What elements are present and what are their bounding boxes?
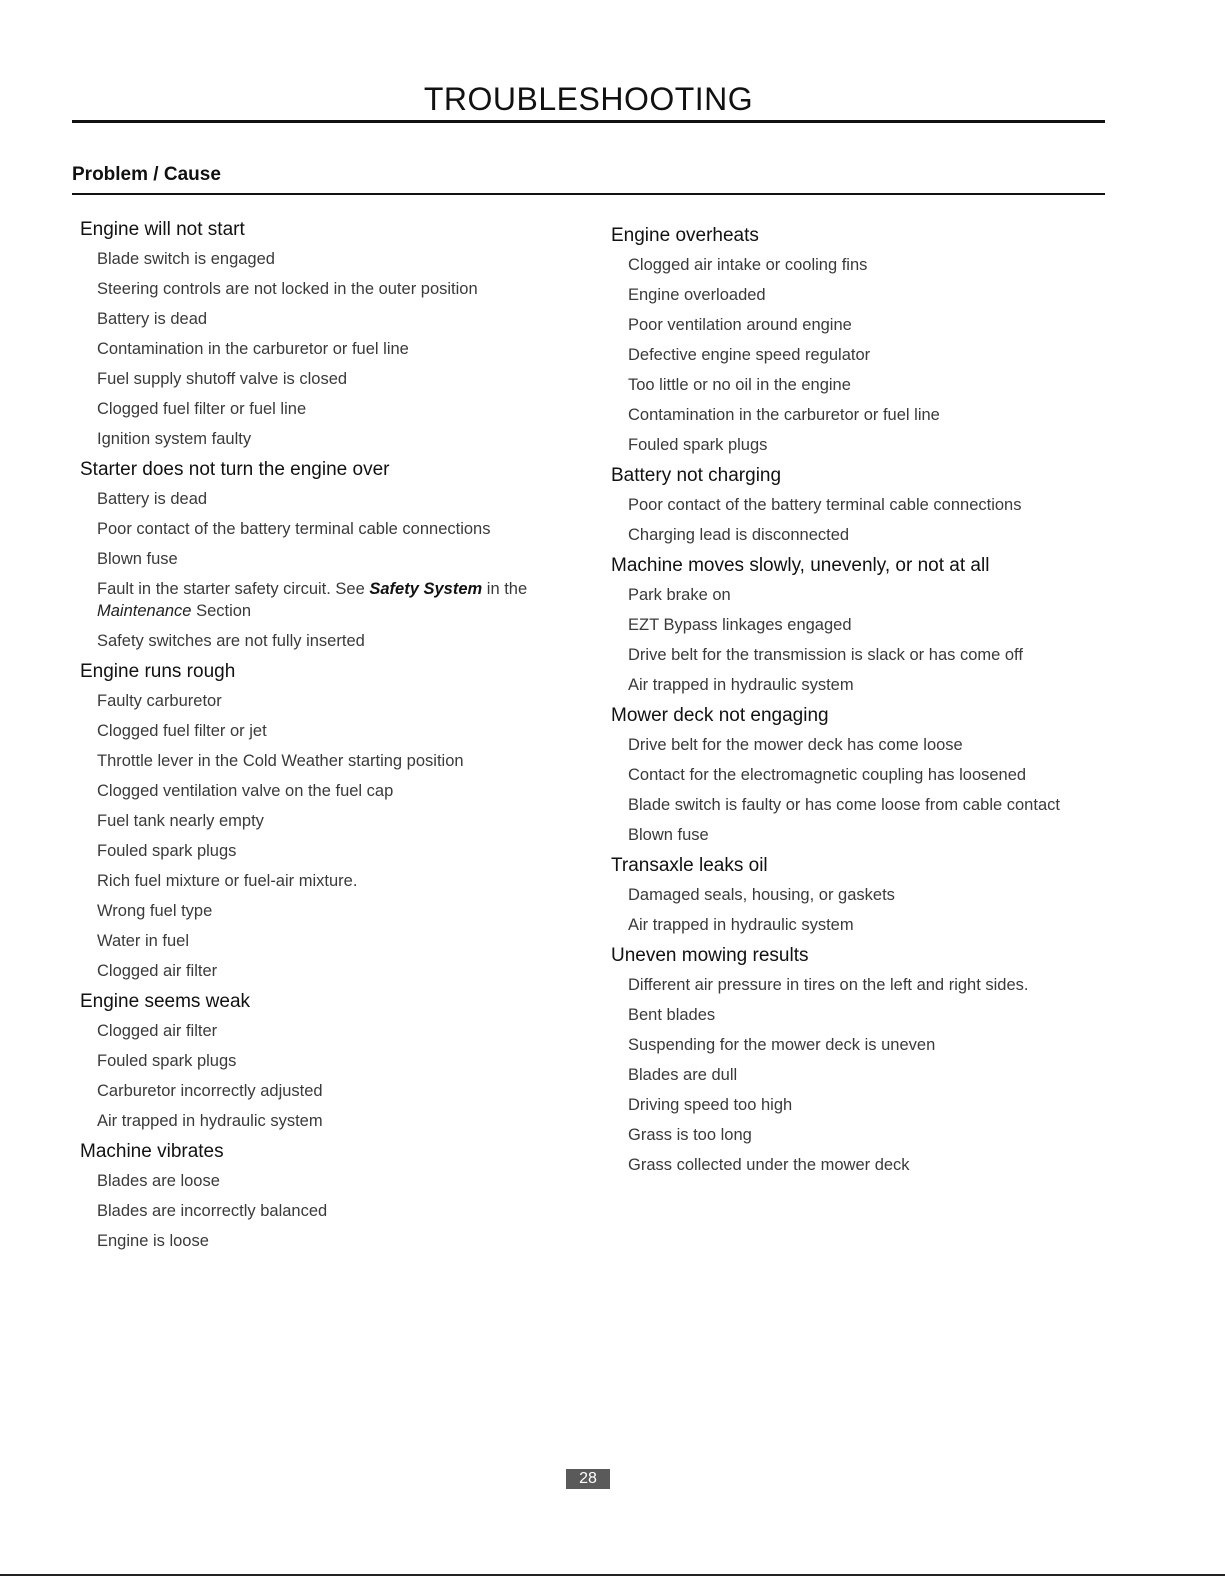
problem-group <box>80 660 580 982</box>
cause-item: Too little or no oil in the engine <box>628 376 851 394</box>
cause-item: Engine is loose <box>97 1232 209 1250</box>
problem-group <box>611 944 1091 1176</box>
cause-item: Air trapped in hydraulic system <box>628 916 854 934</box>
page-number: 28 <box>566 1469 610 1489</box>
cause-item: Fouled spark plugs <box>97 842 237 860</box>
problem-heading: Engine runs rough <box>80 661 236 682</box>
cause-item: Fouled spark plugs <box>628 436 768 454</box>
problem-group <box>80 1140 580 1252</box>
cause-item: Damaged seals, housing, or gaskets <box>628 886 895 904</box>
problem-group <box>80 218 580 450</box>
problem-group <box>80 990 580 1132</box>
cause-item: Clogged ventilation valve on the fuel cap <box>97 782 394 800</box>
cause-item: Bent blades <box>628 1006 716 1024</box>
cause-item: Contamination in the carburetor or fuel line <box>97 340 409 358</box>
page-title: TROUBLESHOOTING <box>423 81 754 117</box>
cause-item: Ignition system faulty <box>97 430 252 448</box>
problem-heading: Battery not charging <box>611 465 782 486</box>
problem-group <box>611 554 1091 696</box>
cause-item: Fuel supply shutoff valve is closed <box>97 370 348 388</box>
cause-item: Carburetor incorrectly adjusted <box>97 1082 323 1100</box>
cause-item: Engine overloaded <box>628 286 766 304</box>
cause-item: Faulty carburetor <box>97 692 222 710</box>
problem-heading: Uneven mowing results <box>611 945 809 966</box>
cause-item: Contamination in the carburetor or fuel line <box>628 406 940 424</box>
cause-item: Blades are dull <box>628 1066 738 1084</box>
problem-group <box>611 704 1091 846</box>
cause-item: Drive belt for the mower deck has come loose <box>628 736 963 754</box>
right-column <box>611 224 1091 1184</box>
title-divider <box>72 120 1105 123</box>
problem-heading: Transaxle leaks oil <box>611 855 768 876</box>
cause-item: Clogged air filter <box>97 962 218 980</box>
bottom-divider <box>0 1574 1225 1576</box>
cause-item: Drive belt for the transmission is slack or has come off <box>628 646 1023 664</box>
cause-item <box>80 578 580 622</box>
cause-item: Wrong fuel type <box>97 902 213 920</box>
cause-item: Different air pressure in tires on the left and right sides. <box>628 976 1029 994</box>
cause-item: Blade switch is engaged <box>97 250 275 268</box>
cause-item: Clogged fuel filter or jet <box>97 722 267 740</box>
cause-item: Air trapped in hydraulic system <box>97 1112 323 1130</box>
cause-item: Battery is dead <box>97 490 208 508</box>
cause-item: Poor ventilation around engine <box>628 316 852 334</box>
cause-item: Clogged fuel filter or fuel line <box>97 400 307 418</box>
cause-item: Clogged air intake or cooling fins <box>628 256 868 274</box>
cause-italic: Maintenance <box>97 602 192 620</box>
problem-heading: Starter does not turn the engine over <box>80 459 390 480</box>
cause-item: Fouled spark plugs <box>97 1052 237 1070</box>
cause-item: Contact for the electromagnetic coupling has loosened <box>628 766 1027 784</box>
cause-item: Blown fuse <box>97 550 178 568</box>
problem-heading: Mower deck not engaging <box>611 705 829 726</box>
cause-item: Air trapped in hydraulic system <box>628 676 854 694</box>
left-column <box>80 218 580 1260</box>
cause-item: Grass collected under the mower deck <box>628 1156 910 1174</box>
section-heading: Problem / Cause <box>72 164 221 185</box>
cause-item: Poor contact of the battery terminal cable connections <box>628 496 1022 514</box>
problem-group <box>611 224 1091 456</box>
cause-emphasis: Safety System <box>369 580 483 598</box>
cause-item: Defective engine speed regulator <box>628 346 871 364</box>
cause-text: Section <box>191 602 252 620</box>
cause-item: Water in fuel <box>97 932 190 950</box>
cause-item: Blades are incorrectly balanced <box>97 1202 328 1220</box>
problem-heading: Engine seems weak <box>80 991 251 1012</box>
cause-item: Suspending for the mower deck is uneven <box>628 1036 936 1054</box>
cause-item: EZT Bypass linkages engaged <box>628 616 852 634</box>
problem-heading: Machine vibrates <box>80 1141 224 1162</box>
cause-item: Steering controls are not locked in the outer position <box>97 280 478 298</box>
cause-item: Blown fuse <box>628 826 709 844</box>
cause-item: Battery is dead <box>97 310 208 328</box>
section-divider <box>72 193 1105 195</box>
cause-item: Fuel tank nearly empty <box>97 812 264 830</box>
problem-heading: Machine moves slowly, unevenly, or not at all <box>611 555 990 576</box>
problem-group <box>80 458 580 652</box>
cause-item: Blade switch is faulty or has come loose from cable contact <box>628 796 1060 814</box>
problem-group <box>611 464 1091 546</box>
cause-item: Park brake on <box>628 586 731 604</box>
cause-item: Driving speed too high <box>628 1096 793 1114</box>
cause-item: Clogged air filter <box>97 1022 218 1040</box>
problem-heading: Engine overheats <box>611 225 759 246</box>
cause-item: Throttle lever in the Cold Weather starting position <box>97 752 464 770</box>
problem-group <box>611 854 1091 936</box>
cause-item: Charging lead is disconnected <box>628 526 850 544</box>
cause-item: Safety switches are not fully inserted <box>97 632 365 650</box>
cause-text: in the <box>482 580 528 598</box>
cause-item: Poor contact of the battery terminal cable connections <box>97 520 491 538</box>
cause-item: Rich fuel mixture or fuel-air mixture. <box>97 872 358 890</box>
problem-heading: Engine will not start <box>80 219 245 240</box>
cause-item: Grass is too long <box>628 1126 752 1144</box>
cause-item: Blades are loose <box>97 1172 220 1190</box>
cause-text: Fault in the starter safety circuit. See <box>97 580 370 598</box>
